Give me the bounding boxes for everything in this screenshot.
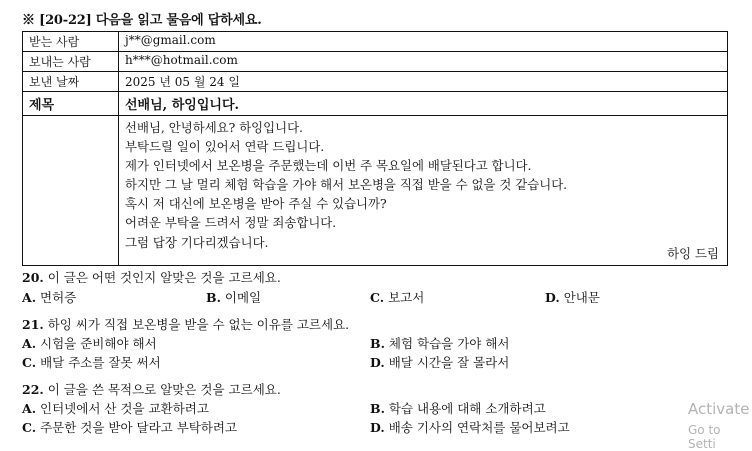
option-letter: B. [206, 290, 221, 305]
activation-watermark-subtitle: Go to Setti [688, 423, 721, 451]
body-line: 하지만 그 날 멀리 체험 학습을 가야 해서 보온병을 직접 받을 수 없을 것 같습니다. [125, 177, 568, 193]
email-body [119, 116, 727, 265]
signature: 하잉 드림 [667, 245, 719, 261]
question-number: 20. [22, 270, 44, 285]
option-21-d[interactable] [370, 353, 509, 371]
option-20-d[interactable] [545, 288, 600, 306]
option-letter: D. [370, 420, 385, 435]
option-text: 보고서 [384, 290, 425, 305]
option-letter: C. [370, 290, 385, 305]
option-letter: B. [370, 401, 385, 416]
option-letter: D. [545, 290, 560, 305]
question-text: 이 글은 어떤 것인지 알맞은 것을 고르세요. [43, 270, 281, 285]
option-text: 인터넷에서 산 것을 교환하려고 [36, 401, 209, 416]
body-line: 제가 인터넷에서 보온병을 주문했는데 이번 주 목요일에 배달된다고 합니다. [125, 158, 532, 174]
body-label-cell [23, 116, 119, 265]
option-22-d[interactable] [370, 418, 570, 436]
option-20-c[interactable] [370, 288, 424, 306]
question-21 [22, 315, 349, 333]
option-text: 시험을 준비해야 해서 [36, 336, 157, 351]
activation-watermark-title: Activate [688, 400, 750, 418]
to-value: j**@gmail.com [125, 33, 216, 47]
option-20-a[interactable] [22, 288, 76, 306]
option-text: 면허증 [36, 290, 77, 305]
option-text: 학습 내용에 대해 소개하려고 [384, 401, 546, 416]
option-letter: C. [22, 355, 37, 370]
option-letter: A. [22, 336, 37, 351]
option-21-a[interactable] [22, 334, 157, 352]
question-number: 22. [22, 382, 44, 397]
subject-label: 제목 [23, 92, 119, 115]
date-row [23, 72, 727, 92]
option-20-b[interactable] [206, 288, 261, 306]
option-letter: C. [22, 420, 37, 435]
option-22-c[interactable] [22, 418, 237, 436]
to-row [23, 32, 727, 52]
to-label: 받는 사람 [23, 32, 119, 51]
option-text: 안내문 [559, 290, 600, 305]
option-text: 배달 주소를 잘못 써서 [36, 355, 161, 370]
option-22-a[interactable] [22, 399, 209, 417]
option-22-b[interactable] [370, 399, 546, 417]
option-text: 이메일 [220, 290, 262, 305]
from-value: h***@hotmail.com [125, 53, 238, 67]
email-body-row [23, 116, 727, 265]
option-letter: D. [370, 355, 385, 370]
option-letter: A. [22, 290, 37, 305]
option-letter: B. [370, 336, 385, 351]
option-text: 배송 기사의 연락처를 물어보려고 [384, 420, 570, 435]
subject-row [23, 92, 727, 116]
date-label: 보낸 날짜 [23, 72, 119, 91]
question-22 [22, 380, 281, 398]
question-text: 하잉 씨가 직접 보온병을 받을 수 없는 이유를 고르세요. [43, 317, 350, 332]
option-letter: A. [22, 401, 37, 416]
option-text: 주문한 것을 받아 달라고 부탁하려고 [36, 420, 238, 435]
option-text: 배달 시간을 잘 몰라서 [384, 355, 510, 370]
body-line: 부탁드릴 일이 있어서 연락 드립니다. [125, 139, 325, 155]
option-text: 체험 학습을 가야 해서 [384, 336, 510, 351]
body-line: 선배님, 안녕하세요? 하잉입니다. [125, 120, 303, 135]
question-20 [22, 268, 281, 286]
email-table [22, 31, 728, 266]
question-text: 이 글을 쓴 목적으로 알맞은 것을 고르세요. [43, 382, 281, 397]
option-21-c[interactable] [22, 353, 161, 371]
body-line: 어려운 부탁을 드려서 정말 죄송합니다. [125, 215, 337, 231]
question-number: 21. [22, 317, 44, 332]
option-21-b[interactable] [370, 334, 510, 352]
date-value: 2025 년 05 월 24 일 [125, 75, 240, 89]
instruction: ※ [20-22] 다음을 읽고 물음에 답하세요. [22, 13, 262, 28]
from-row [23, 52, 727, 72]
subject-value: 선배님, 하잉입니다. [125, 98, 240, 113]
body-line: 혹시 저 대신에 보온병을 받아 주실 수 있습니까? [125, 196, 387, 212]
body-line: 그럼 답장 기다리겠습니다. [125, 234, 269, 250]
from-label: 보내는 사람 [23, 52, 119, 71]
